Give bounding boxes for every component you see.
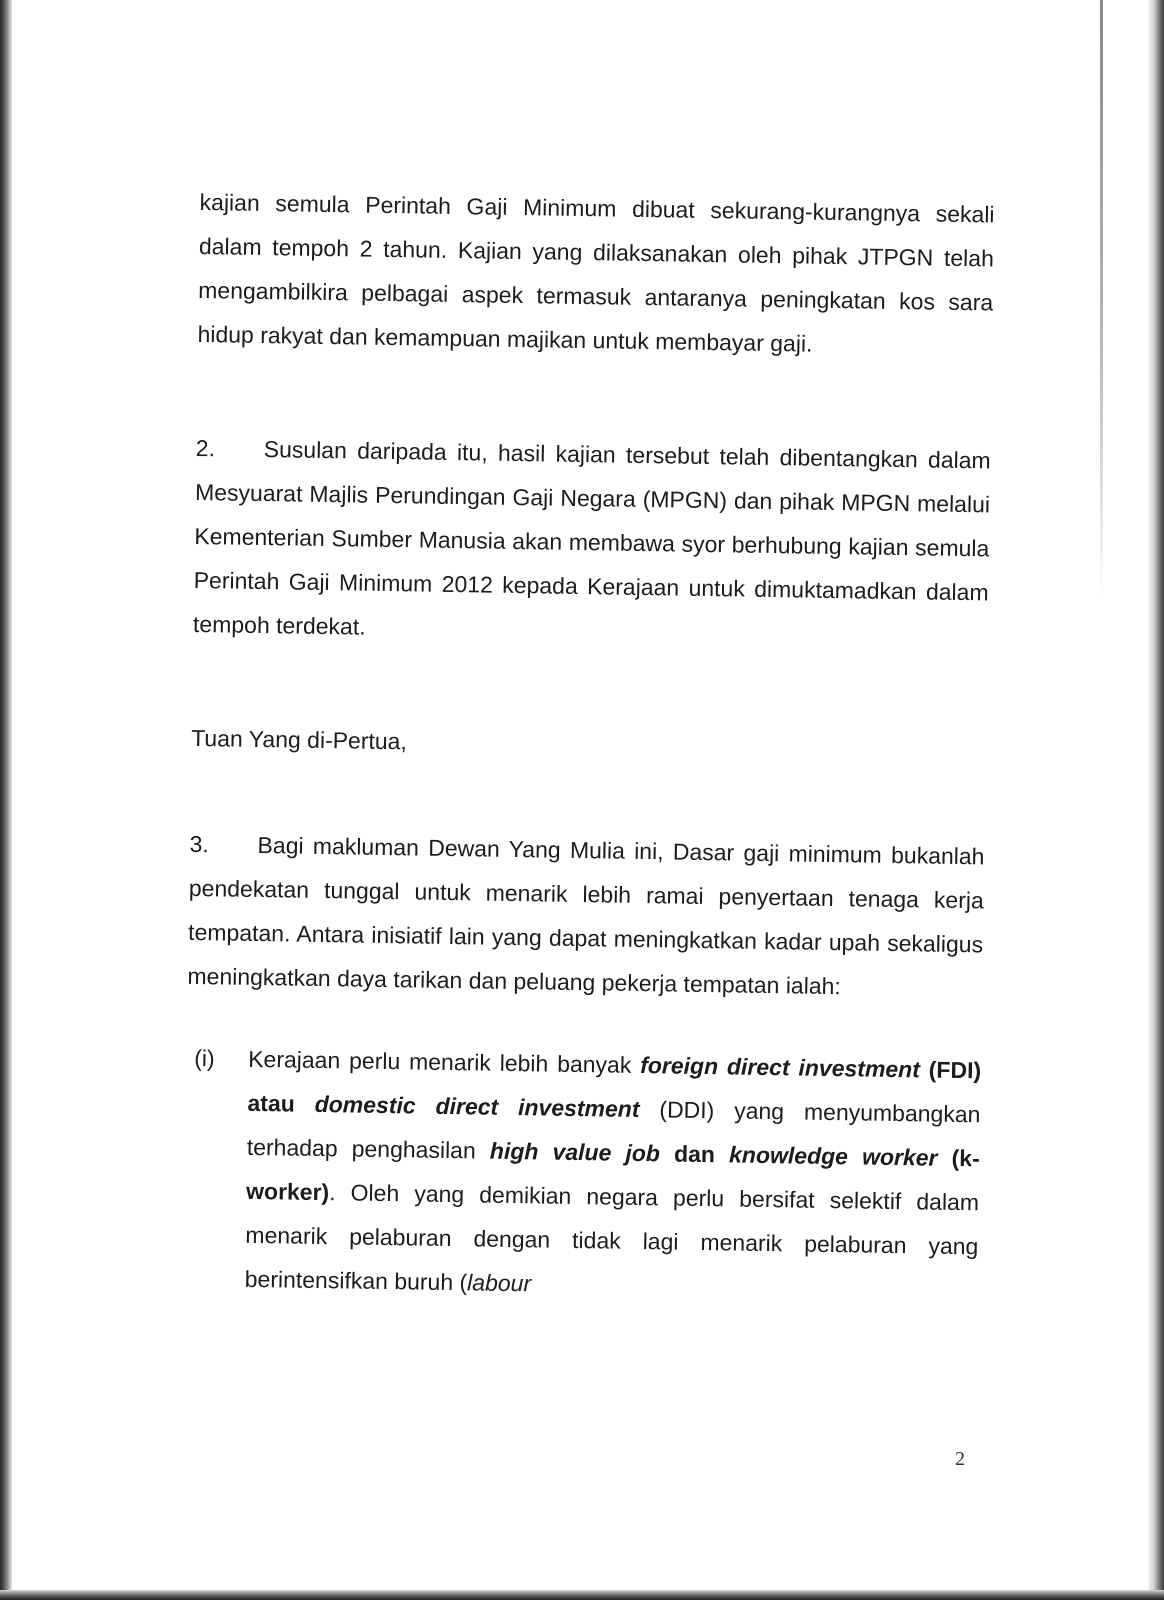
scan-edge-right xyxy=(1148,0,1164,1600)
item-text-1: Kerajaan perlu menarik lebih banyak xyxy=(247,1045,641,1079)
scan-edge-bottom xyxy=(0,1590,1164,1600)
list-item-body xyxy=(244,1037,981,1312)
paragraph-2 xyxy=(193,426,991,658)
item-term-fdi: foreign direct investment xyxy=(640,1052,921,1083)
item-text-5: . Oleh yang demikian negara perlu bersifat selektif dalam menarik pelaburan dengan tidak lagi menarik pelaburan yang berintensifkan buruh ( xyxy=(244,1179,980,1296)
list-item-i xyxy=(182,1036,981,1312)
item-term-knowledge-worker: knowledge worker xyxy=(728,1141,938,1171)
salutation: Tuan Yang di-Pertua, xyxy=(191,724,408,755)
item-term-labour: labour xyxy=(466,1269,532,1297)
paragraph-1: kajian semula Perintah Gaji Minimum dibuat sekurang-kurangnya sekali dalam tempoh 2 tahun. Kajian yang dilaksanakan oleh pihak JTPGN telah mengambilkira pelbagai aspek termasuk antaranya peningkatan kos sara hidup rakyat dan kemampuan majikan untuk membayar gaji. xyxy=(197,188,995,357)
document-page xyxy=(182,180,994,1312)
paragraph-3 xyxy=(187,822,985,1010)
item-term-high-value-job: high value job xyxy=(489,1137,661,1167)
paragraph-3-number: 3. xyxy=(189,830,209,858)
item-term-ddi: domestic direct investment xyxy=(314,1090,640,1123)
scan-edge-left xyxy=(0,0,12,1600)
paragraph-2-text: Susulan daripada itu, hasil kajian tersebut telah dibentangkan dalam Mesyuarat Majlis Perundingan Gaji Negara (MPGN) dan pihak MPGN melalui Kementerian Sumber Manusia akan membawa syor berhubung kajian semula Perintah Gaji Minimum 2012 kepada Kerajaan untuk dimuktamadkan dalam tempoh terdekat. xyxy=(192,436,991,640)
item-term-k-worker: (k-worker) xyxy=(245,1144,980,1206)
item-text-3: (DDI) yang menyumbangkan terhadap penghasilan xyxy=(246,1096,981,1164)
item-text-4: dan xyxy=(659,1140,730,1168)
list-item-marker: (i) xyxy=(194,1045,215,1072)
item-text-2: (FDI) atau xyxy=(247,1056,982,1117)
scan-shadow-right xyxy=(1100,0,1103,600)
page-number: 2 xyxy=(955,1448,965,1470)
paragraph-3-text: Bagi makluman Dewan Yang Mulia ini, Dasar gaji minimum bukanlah pendekatan tunggal untuk menarik lebih ramai penyertaan tenaga kerja tempatan. Antara inisiatif lain yang dapat meningkatkan kadar upah sekaligus meningkatkan daya tarikan dan peluang pekerja tempatan ialah: xyxy=(187,831,985,1000)
paragraph-2-number: 2. xyxy=(195,434,216,462)
